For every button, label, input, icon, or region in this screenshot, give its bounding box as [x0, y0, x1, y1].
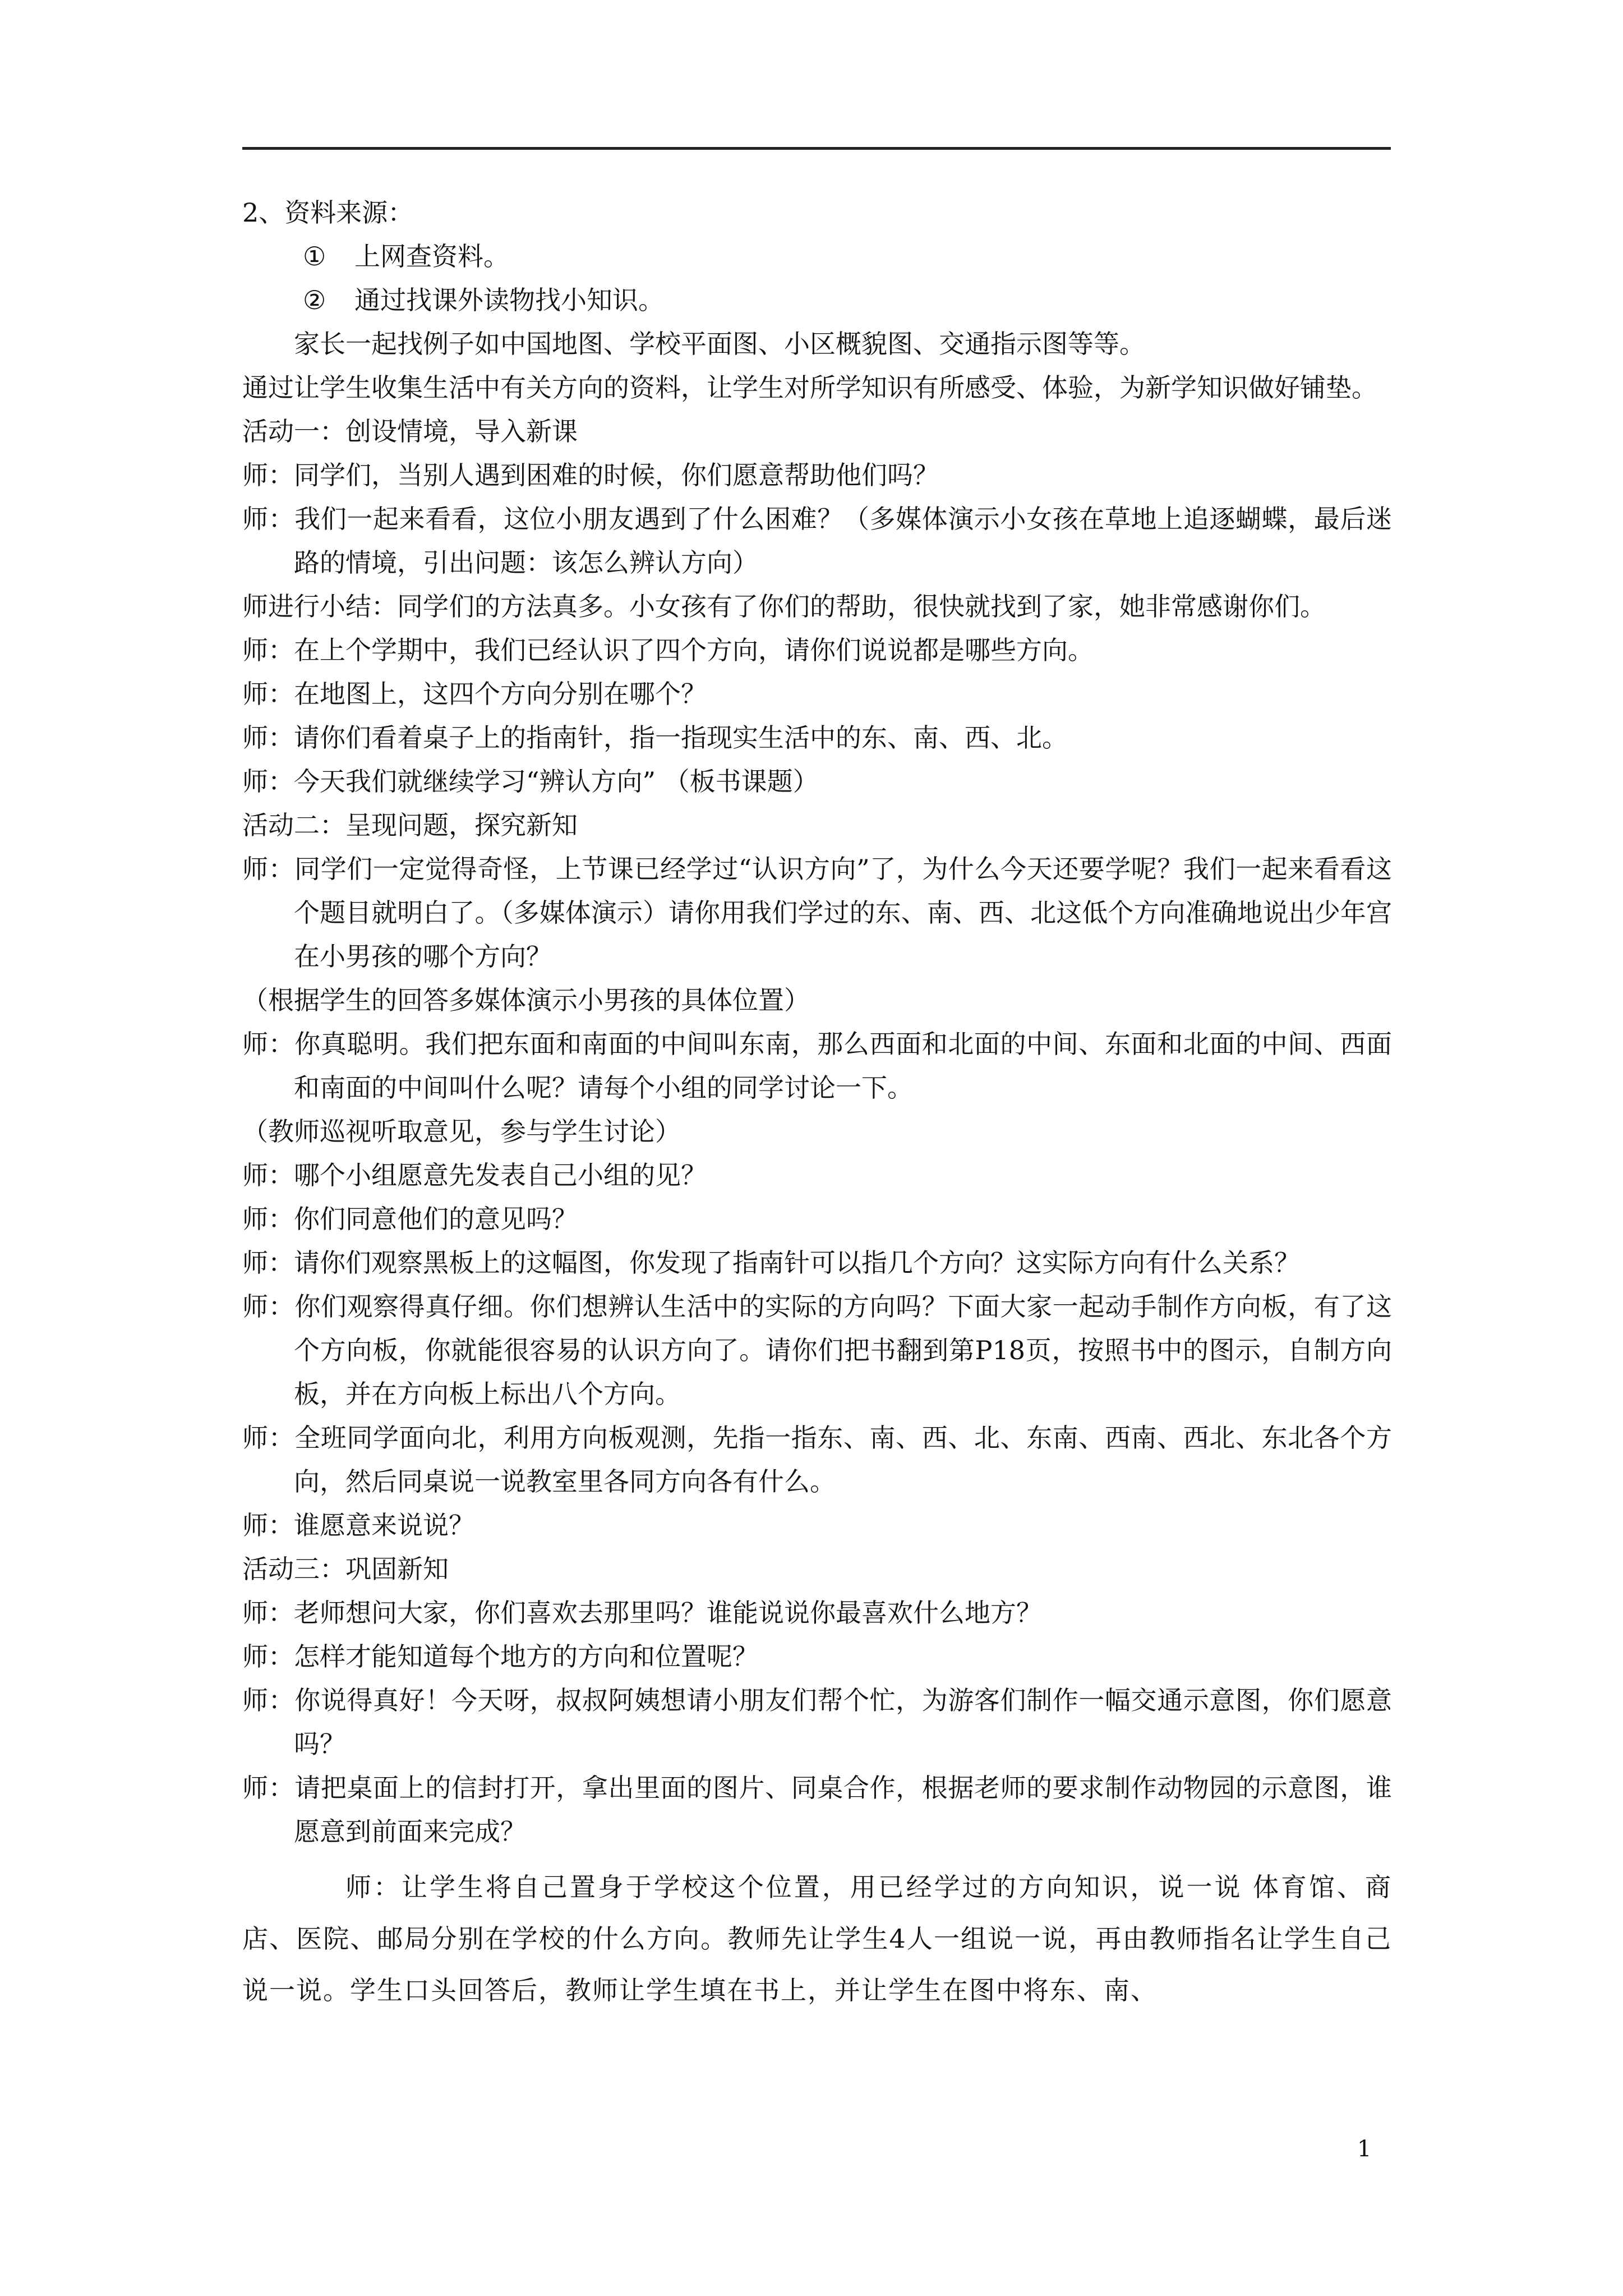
dialogue-line: 师：请你们看着桌子上的指南针，指一指现实生活中的东、南、西、北。	[242, 723, 1068, 753]
stage-note: （根据学生的回答多媒体演示小男孩的具体位置）	[242, 985, 810, 1015]
paragraph-purpose: 通过让学生收集生活中有关方向的资料，让学生对所学知识有所感受、体验，为新学知识做好铺垫。	[242, 372, 1377, 403]
source-item-marker: ①	[303, 241, 326, 272]
dialogue-line: 师：在地图上，这四个方向分别在哪个？	[242, 679, 707, 709]
dialogue-line: 师：今天我们就继续学习“辨认方向” （板书课题）	[242, 766, 819, 797]
dialogue-line: 师：谁愿意来说说？	[242, 1510, 474, 1540]
dialogue-line: 师：请你们观察黑板上的这幅图，你发现了指南针可以指几个方向？这实际方向有什么关系？	[242, 1248, 1300, 1278]
activity-two-heading: 活动二：呈现问题，探究新知	[242, 810, 578, 840]
dialogue-line: 师：你真聪明。我们把东面和南面的中间叫东南，那么西面和北面的中间、东面和北面的中间、西面和南面的中间叫什么呢？请每个小组的同学讨论一下。	[242, 1029, 1392, 1103]
dialogue-line: 师：你们同意他们的意见吗？	[242, 1204, 578, 1234]
document-body	[242, 191, 1392, 2016]
dialogue-line: 师：同学们一定觉得奇怪，上节课已经学过“认识方向”了，为什么今天还要学呢？我们一起来看看这个题目就明白了。（多媒体演示）请你用我们学过的东、南、西、北这低个方向准确地说出少年宫在小男孩的哪个方向？	[242, 854, 1392, 972]
dialogue-line: 师进行小结：同学们的方法真多。小女孩有了你们的帮助，很快就找到了家，她非常感谢你们。	[242, 591, 1326, 622]
source-item	[242, 234, 1392, 278]
dialogue-line: 师：同学们，当别人遇到困难的时候，你们愿意帮助他们吗？	[242, 460, 939, 490]
dialogue-line: 师：你们观察得真仔细。你们想辨认生活中的实际的方向吗？下面大家一起动手制作方向板，有了这个方向板，你就能很容易的认识方向了。请你们把书翻到第P18页，按照书中的图示，自制方向板，并在方向板上标出八个方向。	[242, 1291, 1392, 1409]
source-item-text: 通过找课外读物找小知识。	[354, 285, 664, 315]
dialogue-line: 师：全班同学面向北，利用方向板观测，先指一指东、南、西、北、东南、西南、西北、东北各个方向，然后同桌说一说教室里各同方向各有什么。	[242, 1423, 1392, 1497]
dialogue-line: 师：我们一起来看看，这位小朋友遇到了什么困难？（多媒体演示小女孩在草地上追逐蝴蝶，最后迷路的情境，引出问题：该怎么辨认方向）	[242, 504, 1392, 578]
source-list	[242, 234, 1392, 322]
dialogue-line: 师：哪个小组愿意先发表自己小组的见？	[242, 1160, 707, 1190]
source-heading: 2、资料来源：	[242, 197, 414, 228]
source-item-marker: ②	[303, 285, 326, 315]
page-number: 1	[1357, 2136, 1372, 2162]
header-rule	[242, 147, 1391, 150]
paragraph-parents: 家长一起找例子如中国地图、学校平面图、小区概貌图、交通指示图等等。	[294, 329, 1145, 359]
source-item-text: 上网查资料。	[354, 241, 509, 272]
stage-note: （教师巡视听取意见，参与学生讨论）	[242, 1116, 681, 1147]
closing-paragraph: 师：让学生将自己置身于学校这个位置，用已经学过的方向知识，说一说 体育馆、商店、医院、邮局分别在学校的什么方向。教师先让学生4人一组说一说，再由教师指名让学生自己说一说。学生口头回答后，教师让学生填在书上，并让学生在图中将东、南、	[242, 1872, 1392, 2005]
source-item	[242, 278, 1392, 322]
dialogue-line: 师：你说得真好！今天呀，叔叔阿姨想请小朋友们帮个忙，为游客们制作一幅交通示意图，你们愿意吗？	[242, 1685, 1392, 1759]
activity-three-heading: 活动三：巩固新知	[242, 1554, 449, 1584]
dialogue-line: 师：怎样才能知道每个地方的方向和位置呢？	[242, 1641, 758, 1672]
dialogue-line: 师：在上个学期中，我们已经认识了四个方向，请你们说说都是哪些方向。	[242, 635, 1094, 665]
dialogue-line: 师：请把桌面上的信封打开，拿出里面的图片、同桌合作，根据老师的要求制作动物园的示意图，谁愿意到前面来完成？	[242, 1773, 1392, 1847]
dialogue-line: 师：老师想问大家，你们喜欢去那里吗？谁能说说你最喜欢什么地方？	[242, 1598, 1042, 1628]
activity-one-heading: 活动一：创设情境，导入新课	[242, 416, 578, 447]
